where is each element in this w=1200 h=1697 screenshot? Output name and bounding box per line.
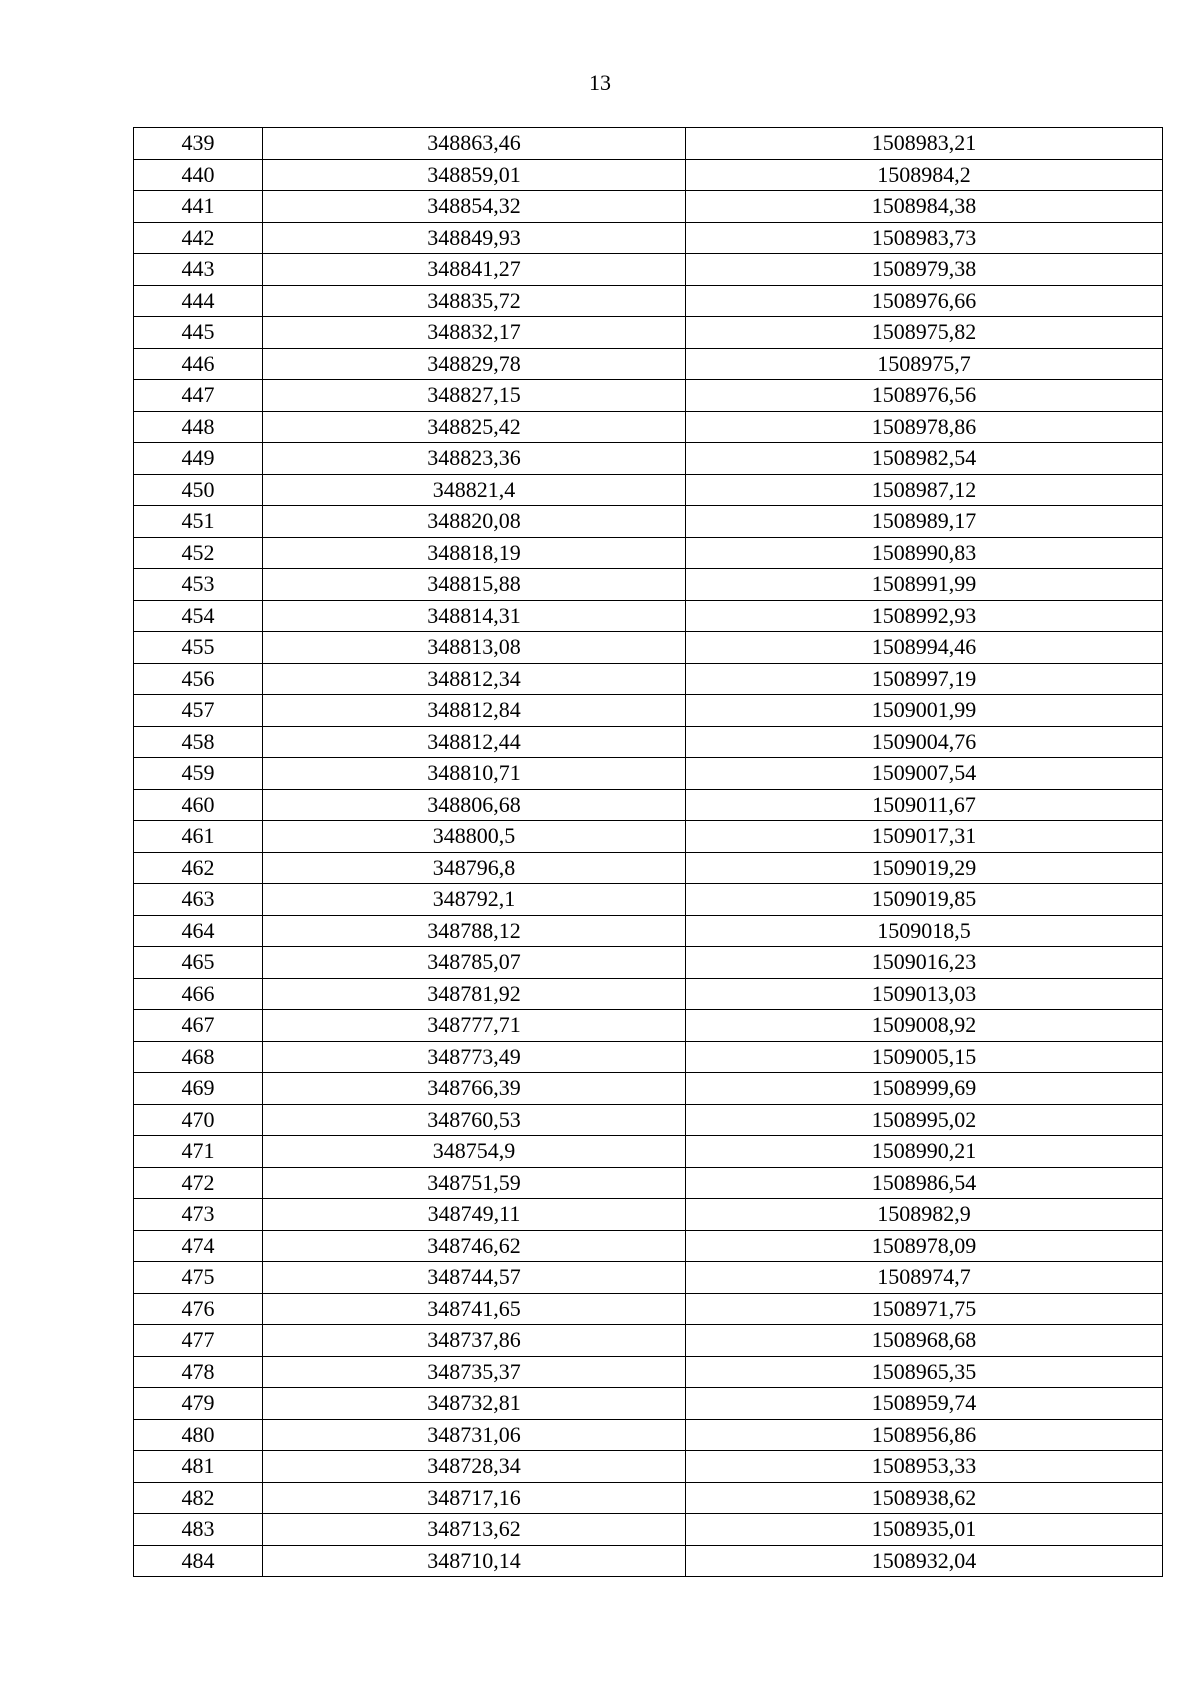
point-number-cell: 483 — [134, 1514, 263, 1546]
point-number-cell: 469 — [134, 1073, 263, 1105]
point-number-cell: 463 — [134, 884, 263, 916]
y-coordinate-cell: 1508984,38 — [686, 191, 1163, 223]
point-number-cell: 470 — [134, 1104, 263, 1136]
y-coordinate-cell: 1508990,21 — [686, 1136, 1163, 1168]
y-coordinate-cell: 1508992,93 — [686, 600, 1163, 632]
point-number-cell: 451 — [134, 506, 263, 538]
point-number-cell: 480 — [134, 1419, 263, 1451]
point-number-cell: 447 — [134, 380, 263, 412]
y-coordinate-cell: 1508968,68 — [686, 1325, 1163, 1357]
x-coordinate-cell: 348806,68 — [263, 789, 686, 821]
table-row — [134, 884, 1163, 916]
x-coordinate-cell: 348825,42 — [263, 411, 686, 443]
y-coordinate-cell: 1509018,5 — [686, 915, 1163, 947]
x-coordinate-cell: 348812,44 — [263, 726, 686, 758]
point-number-cell: 449 — [134, 443, 263, 475]
y-coordinate-cell: 1508995,02 — [686, 1104, 1163, 1136]
y-coordinate-cell: 1509008,92 — [686, 1010, 1163, 1042]
x-coordinate-cell: 348827,15 — [263, 380, 686, 412]
table-row — [134, 443, 1163, 475]
point-number-cell: 481 — [134, 1451, 263, 1483]
table-row — [134, 1199, 1163, 1231]
point-number-cell: 466 — [134, 978, 263, 1010]
table-row — [134, 474, 1163, 506]
point-number-cell: 464 — [134, 915, 263, 947]
point-number-cell: 443 — [134, 254, 263, 286]
x-coordinate-cell: 348788,12 — [263, 915, 686, 947]
y-coordinate-cell: 1508978,09 — [686, 1230, 1163, 1262]
x-coordinate-cell: 348766,39 — [263, 1073, 686, 1105]
x-coordinate-cell: 348818,19 — [263, 537, 686, 569]
point-number-cell: 441 — [134, 191, 263, 223]
y-coordinate-cell: 1508989,17 — [686, 506, 1163, 538]
x-coordinate-cell: 348820,08 — [263, 506, 686, 538]
y-coordinate-cell: 1508974,7 — [686, 1262, 1163, 1294]
table-row — [134, 1167, 1163, 1199]
point-number-cell: 448 — [134, 411, 263, 443]
x-coordinate-cell: 348812,34 — [263, 663, 686, 695]
point-number-cell: 479 — [134, 1388, 263, 1420]
point-number-cell: 458 — [134, 726, 263, 758]
table-row — [134, 1482, 1163, 1514]
table-row — [134, 1514, 1163, 1546]
point-number-cell: 462 — [134, 852, 263, 884]
point-number-cell: 454 — [134, 600, 263, 632]
table-row — [134, 191, 1163, 223]
y-coordinate-cell: 1508982,54 — [686, 443, 1163, 475]
point-number-cell: 473 — [134, 1199, 263, 1231]
y-coordinate-cell: 1508999,69 — [686, 1073, 1163, 1105]
table-row — [134, 915, 1163, 947]
x-coordinate-cell: 348732,81 — [263, 1388, 686, 1420]
x-coordinate-cell: 348728,34 — [263, 1451, 686, 1483]
point-number-cell: 442 — [134, 222, 263, 254]
x-coordinate-cell: 348746,62 — [263, 1230, 686, 1262]
table-row — [134, 537, 1163, 569]
y-coordinate-cell: 1508938,62 — [686, 1482, 1163, 1514]
y-coordinate-cell: 1508990,83 — [686, 537, 1163, 569]
table-row — [134, 695, 1163, 727]
y-coordinate-cell: 1508984,2 — [686, 159, 1163, 191]
y-coordinate-cell: 1509013,03 — [686, 978, 1163, 1010]
y-coordinate-cell: 1509016,23 — [686, 947, 1163, 979]
table-row — [134, 1104, 1163, 1136]
x-coordinate-cell: 348731,06 — [263, 1419, 686, 1451]
point-number-cell: 472 — [134, 1167, 263, 1199]
table-row — [134, 1136, 1163, 1168]
point-number-cell: 467 — [134, 1010, 263, 1042]
y-coordinate-cell: 1508965,35 — [686, 1356, 1163, 1388]
x-coordinate-cell: 348859,01 — [263, 159, 686, 191]
point-number-cell: 476 — [134, 1293, 263, 1325]
x-coordinate-cell: 348737,86 — [263, 1325, 686, 1357]
x-coordinate-cell: 348760,53 — [263, 1104, 686, 1136]
table-row — [134, 317, 1163, 349]
x-coordinate-cell: 348800,5 — [263, 821, 686, 853]
table-row — [134, 1230, 1163, 1262]
table-row — [134, 852, 1163, 884]
y-coordinate-cell: 1508975,7 — [686, 348, 1163, 380]
table-row — [134, 726, 1163, 758]
y-coordinate-cell: 1508976,66 — [686, 285, 1163, 317]
y-coordinate-cell: 1508932,04 — [686, 1545, 1163, 1577]
y-coordinate-cell: 1508975,82 — [686, 317, 1163, 349]
table-row — [134, 222, 1163, 254]
point-number-cell: 457 — [134, 695, 263, 727]
point-number-cell: 461 — [134, 821, 263, 853]
x-coordinate-cell: 348810,71 — [263, 758, 686, 790]
table-row — [134, 758, 1163, 790]
point-number-cell: 446 — [134, 348, 263, 380]
x-coordinate-cell: 348854,32 — [263, 191, 686, 223]
point-number-cell: 450 — [134, 474, 263, 506]
x-coordinate-cell: 348754,9 — [263, 1136, 686, 1168]
table-row — [134, 947, 1163, 979]
x-coordinate-cell: 348829,78 — [263, 348, 686, 380]
x-coordinate-cell: 348841,27 — [263, 254, 686, 286]
point-number-cell: 455 — [134, 632, 263, 664]
y-coordinate-cell: 1509005,15 — [686, 1041, 1163, 1073]
x-coordinate-cell: 348835,72 — [263, 285, 686, 317]
table-row — [134, 285, 1163, 317]
y-coordinate-cell: 1508997,19 — [686, 663, 1163, 695]
x-coordinate-cell: 348823,36 — [263, 443, 686, 475]
coordinates-table — [133, 127, 1163, 1577]
y-coordinate-cell: 1508982,9 — [686, 1199, 1163, 1231]
x-coordinate-cell: 348863,46 — [263, 128, 686, 160]
point-number-cell: 452 — [134, 537, 263, 569]
table-row — [134, 1419, 1163, 1451]
x-coordinate-cell: 348832,17 — [263, 317, 686, 349]
x-coordinate-cell: 348785,07 — [263, 947, 686, 979]
x-coordinate-cell: 348744,57 — [263, 1262, 686, 1294]
y-coordinate-cell: 1508979,38 — [686, 254, 1163, 286]
table-row — [134, 411, 1163, 443]
table-row — [134, 1041, 1163, 1073]
y-coordinate-cell: 1509017,31 — [686, 821, 1163, 853]
x-coordinate-cell: 348796,8 — [263, 852, 686, 884]
y-coordinate-cell: 1508987,12 — [686, 474, 1163, 506]
point-number-cell: 474 — [134, 1230, 263, 1262]
y-coordinate-cell: 1509019,85 — [686, 884, 1163, 916]
y-coordinate-cell: 1508976,56 — [686, 380, 1163, 412]
y-coordinate-cell: 1508986,54 — [686, 1167, 1163, 1199]
y-coordinate-cell: 1508956,86 — [686, 1419, 1163, 1451]
x-coordinate-cell: 348814,31 — [263, 600, 686, 632]
point-number-cell: 445 — [134, 317, 263, 349]
x-coordinate-cell: 348773,49 — [263, 1041, 686, 1073]
y-coordinate-cell: 1509004,76 — [686, 726, 1163, 758]
table-row — [134, 1262, 1163, 1294]
table-row — [134, 506, 1163, 538]
point-number-cell: 478 — [134, 1356, 263, 1388]
table-row — [134, 128, 1163, 160]
table-row — [134, 569, 1163, 601]
table-row — [134, 254, 1163, 286]
x-coordinate-cell: 348735,37 — [263, 1356, 686, 1388]
table-row — [134, 663, 1163, 695]
table-row — [134, 1010, 1163, 1042]
point-number-cell: 460 — [134, 789, 263, 821]
y-coordinate-cell: 1509001,99 — [686, 695, 1163, 727]
x-coordinate-cell: 348849,93 — [263, 222, 686, 254]
y-coordinate-cell: 1508953,33 — [686, 1451, 1163, 1483]
table-row — [134, 600, 1163, 632]
y-coordinate-cell: 1508978,86 — [686, 411, 1163, 443]
point-number-cell: 477 — [134, 1325, 263, 1357]
point-number-cell: 482 — [134, 1482, 263, 1514]
table-row — [134, 632, 1163, 664]
x-coordinate-cell: 348741,65 — [263, 1293, 686, 1325]
y-coordinate-cell: 1508983,21 — [686, 128, 1163, 160]
y-coordinate-cell: 1508994,46 — [686, 632, 1163, 664]
x-coordinate-cell: 348713,62 — [263, 1514, 686, 1546]
coordinates-table-body — [134, 128, 1163, 1577]
table-row — [134, 1451, 1163, 1483]
table-row — [134, 821, 1163, 853]
table-row — [134, 380, 1163, 412]
y-coordinate-cell: 1508935,01 — [686, 1514, 1163, 1546]
table-row — [134, 978, 1163, 1010]
x-coordinate-cell: 348717,16 — [263, 1482, 686, 1514]
table-row — [134, 1545, 1163, 1577]
x-coordinate-cell: 348710,14 — [263, 1545, 686, 1577]
table-row — [134, 159, 1163, 191]
x-coordinate-cell: 348812,84 — [263, 695, 686, 727]
point-number-cell: 440 — [134, 159, 263, 191]
point-number-cell: 444 — [134, 285, 263, 317]
point-number-cell: 439 — [134, 128, 263, 160]
point-number-cell: 468 — [134, 1041, 263, 1073]
y-coordinate-cell: 1508983,73 — [686, 222, 1163, 254]
point-number-cell: 475 — [134, 1262, 263, 1294]
y-coordinate-cell: 1508971,75 — [686, 1293, 1163, 1325]
x-coordinate-cell: 348813,08 — [263, 632, 686, 664]
x-coordinate-cell: 348815,88 — [263, 569, 686, 601]
point-number-cell: 471 — [134, 1136, 263, 1168]
table-row — [134, 348, 1163, 380]
table-row — [134, 789, 1163, 821]
x-coordinate-cell: 348792,1 — [263, 884, 686, 916]
y-coordinate-cell: 1509007,54 — [686, 758, 1163, 790]
table-row — [134, 1356, 1163, 1388]
y-coordinate-cell: 1508959,74 — [686, 1388, 1163, 1420]
y-coordinate-cell: 1509011,67 — [686, 789, 1163, 821]
table-row — [134, 1073, 1163, 1105]
table-row — [134, 1325, 1163, 1357]
x-coordinate-cell: 348751,59 — [263, 1167, 686, 1199]
point-number-cell: 465 — [134, 947, 263, 979]
point-number-cell: 453 — [134, 569, 263, 601]
page-number: 13 — [589, 70, 611, 95]
point-number-cell: 484 — [134, 1545, 263, 1577]
x-coordinate-cell: 348749,11 — [263, 1199, 686, 1231]
point-number-cell: 459 — [134, 758, 263, 790]
point-number-cell: 456 — [134, 663, 263, 695]
x-coordinate-cell: 348777,71 — [263, 1010, 686, 1042]
x-coordinate-cell: 348781,92 — [263, 978, 686, 1010]
y-coordinate-cell: 1508991,99 — [686, 569, 1163, 601]
y-coordinate-cell: 1509019,29 — [686, 852, 1163, 884]
x-coordinate-cell: 348821,4 — [263, 474, 686, 506]
table-row — [134, 1388, 1163, 1420]
table-row — [134, 1293, 1163, 1325]
